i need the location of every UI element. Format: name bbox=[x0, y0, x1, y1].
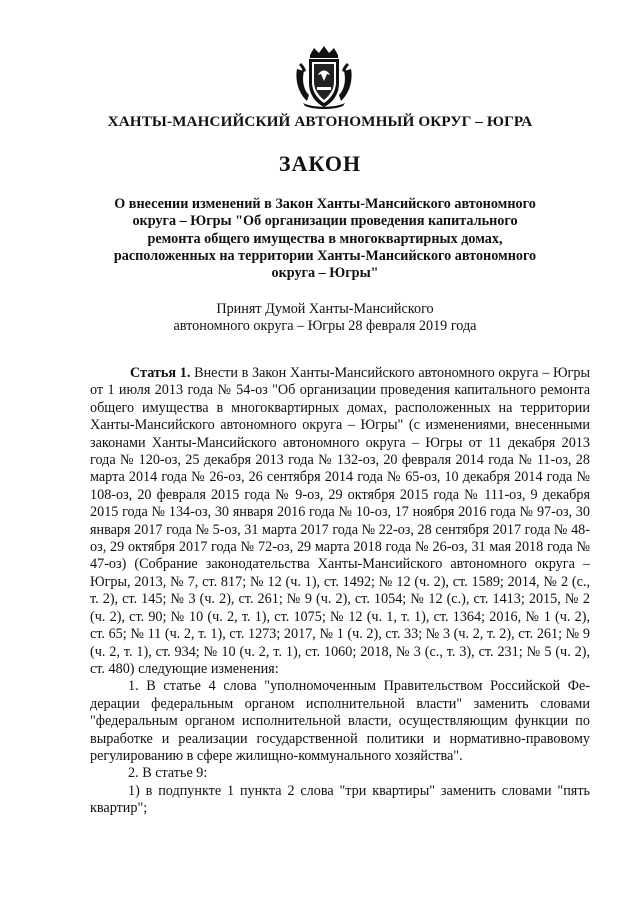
article-text: Внести в Закон Ханты-Мансийского автономного округа – Югры от 1 июля 2013 года № 54-оз "Об организации проведения капитального ремонта общего имущества в многоквартирных домах, расположенных на территории Ханты-Мансийского автономного округа – Югры" (с изменениями, внесенными законами Ханты-Мансийского автономного округа – Югры от 11 декабря 2013 года № 120-оз, 25 декабря 2013 года № 132-оз, 20 февраля 2014 года № 11-оз, 28 марта 2014 года № 26-оз, 26 сентября 2014 года № 65-оз, 10 декабря 2014 года № 108-оз, 20 февраля 2015 года № 9-оз, 29 октября 2015 года № 111-оз, 9 декабря 2015 года № 134-оз, 30 января 2016 года № 10-оз, 17 ноября 2016 года № 97-оз, 30 января 2017 года № 5-оз, 31 марта 2017 года № 22-оз, 28 сентября 2017 года № 48-оз, 29 октября 2017 года № 72-оз, 29 марта 2018 года № 26-оз, 31 мая 2018 года № 47-оз) (Собрание законодательства Ханты-Мансийского автономного округа – Югры, 2013, № 7, ст. 817; № 12 (ч. 1), ст. 1492; № 12 (ч. 2), ст. 1589; 2014, № 2 (с., т. 2), ст. 145; № 3 (ч. 2), ст. 261; № 9 (ч. 2), ст. 1054; № 12 (с.), ст. 1413; 2015, № 2 (ч. 2), ст. 90; № 10 (ч. 2, т. 1), ст. 1075; № 12 (ч. 1, т. 1), ст. 1364; 2016, № 1 (ч. 2), ст. 65; № 11 (ч. 2, т. 1), ст. 1273; 2017, № 1 (ч. 2), ст. 33; № 3 (ч. 2, т. 2), ст. 261; № 9 (ч. 2, т. 1), ст. 934; № 10 (ч. 2, т. 1), ст. 1060; 2018, № 3 (с., т. 3), ст. 231; № 5 (ч. 2), ст. 480) следующие изменения: bbox=[90, 365, 591, 677]
law-body bbox=[90, 365, 590, 818]
adoption-line-1: Принят Думой Ханты-Мансийского bbox=[216, 301, 434, 317]
region-title: ХАНТЫ-МАНСИЙСКИЙ АВТОНОМНЫЙ ОКРУГ – ЮГРА bbox=[107, 113, 533, 130]
law-title: О внесении изменений в Закон Ханты-Мансийского автономного округа – Югры "Об организации проведения капитального ремонта общего имущества в многоквартирных домах, расположенных на территории Ханты-Мансийского автономного округа – Югры" bbox=[113, 196, 537, 282]
list-item: 1. В статье 4 слова "уполномоченным Правительством Российской Федерации федеральным органом исполнительной власти" заменить словами "федеральным органом исполнительной власти, осуществляющим функции по выработке и реализации государственной политики и нормативно-правовому регулированию в сфере жилищно-коммунального хозяйства". bbox=[90, 678, 590, 764]
coat-of-arms-icon bbox=[293, 45, 355, 109]
list-item: 2. В статье 9: bbox=[128, 765, 208, 782]
adoption-line-2: автономного округа – Югры 28 февраля 2019 года bbox=[173, 318, 477, 335]
article-label: Статья 1. bbox=[130, 365, 191, 381]
article-1 bbox=[90, 365, 590, 678]
adoption-note bbox=[130, 301, 520, 336]
list-item: 1) в подпункте 1 пункта 2 слова "три квартиры" заменить словами "пять квартир"; bbox=[90, 782, 590, 817]
document-type: ЗАКОН bbox=[278, 151, 362, 176]
